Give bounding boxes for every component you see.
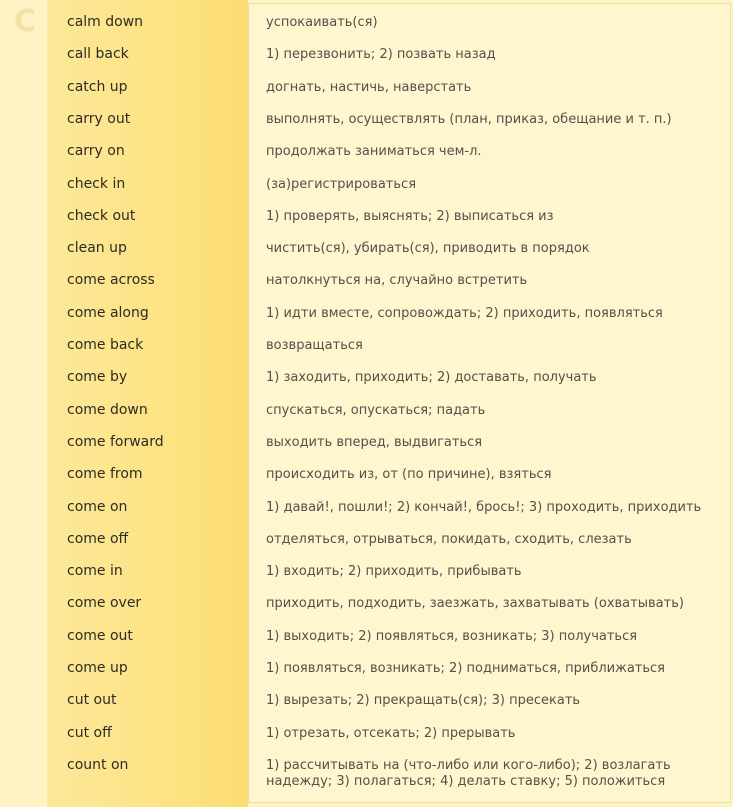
entry-definition: приходить, подходить, заезжать, захватывать (охватывать)	[266, 596, 684, 612]
entry-definition: выходить вперед, выдвигаться	[266, 434, 483, 450]
entry-term: come off	[67, 530, 129, 547]
entry-definition: 1) рассчитывать на (что-либо или кого-либо); 2) возлагать надежду; 3) полагаться; 4) делать ставку; 5) положиться	[266, 757, 671, 789]
entry-term: come by	[67, 369, 128, 386]
entry-definition: спускаться, опускаться; падать	[266, 402, 486, 418]
entry-term: calm down	[67, 14, 144, 30]
entry-definition: 1) отрезать, отсекать; 2) прерывать	[266, 725, 516, 741]
entry-term: cut out	[67, 692, 117, 709]
entry-definition: успокаивать(ся)	[266, 15, 378, 30]
entry-term: carry out	[67, 110, 131, 127]
entry-term: check out	[67, 207, 136, 224]
entry-term: cut off	[67, 724, 112, 741]
entry-term: come along	[67, 304, 149, 321]
entry-term: carry on	[67, 143, 125, 160]
entry-definition: выполнять, осуществлять (план, приказ, обещание и т. п.)	[266, 111, 672, 127]
entry-term: come across	[67, 272, 155, 289]
entry-definition: 1) заходить, приходить; 2) доставать, получать	[266, 370, 597, 386]
entry-definition: догнать, настичь, наверстать	[266, 79, 472, 95]
entry-definition: чистить(ся), убирать(ся), приводить в порядок	[266, 241, 590, 257]
entry-definition: 1) идти вместе, сопровождать; 2) приходить, появляться	[266, 305, 663, 321]
entry-term: come from	[67, 466, 143, 483]
entry-term: come in	[67, 563, 123, 580]
entry-definition: отделяться, отрываться, покидать, сходить, слезать	[266, 531, 632, 547]
entry-term: come out	[67, 627, 133, 644]
entry-term: come over	[67, 595, 142, 612]
entry-term: come forward	[67, 433, 164, 450]
entry-definition: 1) выходить; 2) появляться, возникать; 3) получаться	[266, 628, 638, 644]
entry-definition: 1) давай!, пошли!; 2) кончай!, брось!; 3) проходить, приходить	[266, 499, 702, 515]
section-letter: C	[14, 4, 37, 39]
entry-term: come down	[67, 401, 148, 418]
entry-term: check in	[67, 175, 126, 192]
entry-term: clean up	[67, 240, 127, 257]
entry-definition: 1) перезвонить; 2) позвать назад	[266, 47, 496, 63]
entry-definition: 1) проверять, выяснять; 2) выписаться из	[266, 208, 554, 224]
entry-definition: 1) входить; 2) приходить, прибывать	[266, 564, 522, 580]
entry-definition: 1) вырезать; 2) прекращать(ся); 3) пресекать	[266, 693, 581, 709]
entry-definition: (за)регистрироваться	[266, 176, 417, 192]
entry-term: count on	[67, 756, 129, 773]
entry-term: come on	[67, 498, 128, 515]
entry-term: come up	[67, 660, 128, 676]
entry-definition: натолкнуться на, случайно встретить	[266, 273, 528, 289]
entry-definition: продолжать заниматься чем-л.	[266, 144, 482, 160]
entry-definition: 1) появляться, возникать; 2) подниматься, приближаться	[266, 661, 666, 676]
entry-term: come back	[67, 337, 144, 353]
entry-definition: возвращаться	[266, 338, 363, 353]
entry-term: call back	[67, 46, 129, 63]
entry-term: catch up	[67, 78, 128, 95]
entry-definition: происходить из, от (по причине), взяться	[266, 467, 552, 483]
